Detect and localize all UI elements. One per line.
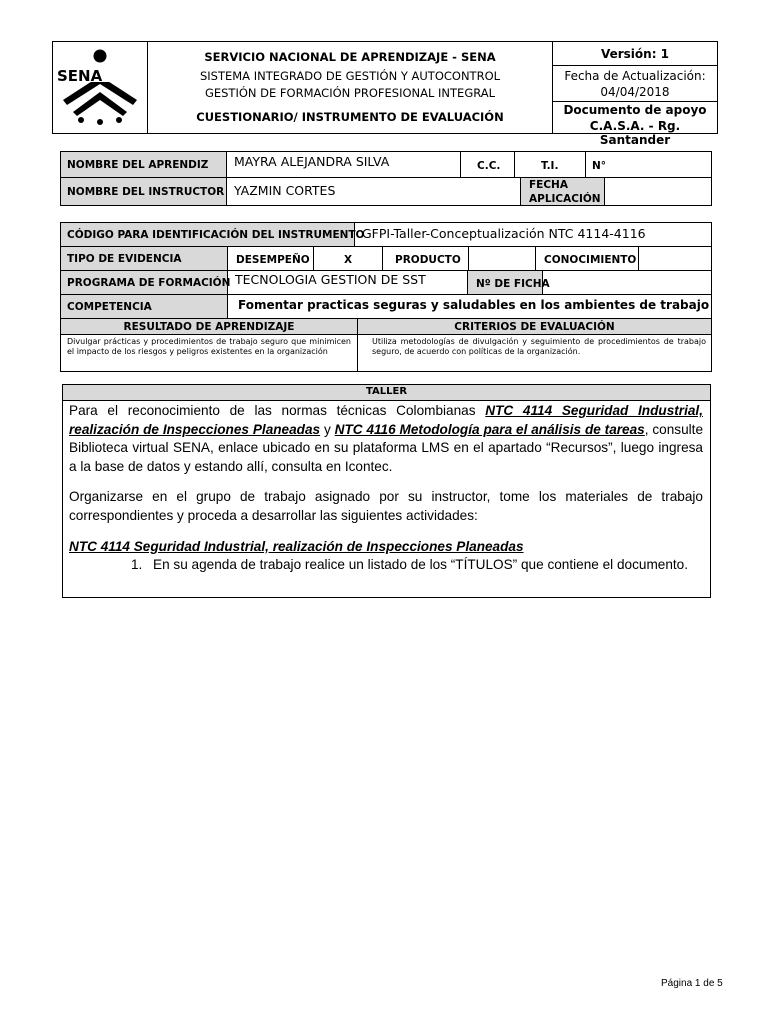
p1-text-b: y	[320, 421, 335, 437]
apprentice-value-cell	[226, 151, 461, 178]
num-cell	[585, 151, 712, 178]
list-item-number: 1.	[131, 557, 143, 573]
product-label: PRODUCTO	[395, 254, 461, 266]
date-value-cell	[604, 177, 712, 206]
ntc4116-link[interactable]: NTC 4116 Metodología para el análisis de tareas	[334, 421, 645, 437]
apprentice-label: NOMBRE DEL APRENDIZ	[67, 159, 209, 171]
num-label: N°	[592, 160, 607, 172]
version-cell	[552, 41, 718, 66]
cc-cell	[460, 151, 515, 178]
update-label: Fecha de Actualización:	[564, 69, 706, 83]
p1-text-c: , consulte Biblioteca virtual SENA, enlace ubicado en su plataforma LMS en el apartado “Recursos”, luego ingresa a la base de datos y estando allí, consulta en Icontec.	[69, 421, 704, 474]
competence-label: COMPETENCIA	[67, 301, 152, 313]
product-mark-cell	[468, 246, 536, 271]
code-value: GFPI-Taller-Conceptualización NTC 4114-4116	[362, 226, 646, 241]
system-line-2: GESTIÓN DE FORMACIÓN PROFESIONAL INTEGRAL	[204, 86, 496, 100]
instructor-label: NOMBRE DEL INSTRUCTOR	[67, 186, 225, 198]
taller-paragraph-1	[69, 402, 703, 476]
evidence-label-cell	[60, 246, 228, 271]
system-line-1: SISTEMA INTEGRADO DE GESTIÓN Y AUTOCONTROL	[199, 69, 501, 83]
program-value-cell	[227, 270, 468, 295]
instructor-value-cell	[226, 177, 521, 206]
criteria-header-cell	[357, 318, 712, 335]
instructor-value: YAZMIN CORTES	[234, 183, 336, 198]
support-line-1: Documento de apoyo	[563, 103, 707, 117]
support-line-2: C.A.S.A. - Rg. Santander	[589, 119, 681, 147]
knowledge-cell	[535, 246, 639, 271]
cc-label: C.C.	[477, 160, 501, 172]
evidence-label: TIPO DE EVIDENCIA	[67, 253, 182, 265]
knowledge-label: CONOCIMIENTO	[544, 254, 637, 266]
ti-label: T.I.	[541, 160, 559, 172]
code-label: CÓDIGO PARA IDENTIFICACIÓN DEL INSTRUMENTO	[67, 229, 365, 241]
taller-paragraph-2: Organizarse en el grupo de trabajo asignado por su instructor, tome los materiales de trabajo correspondientes y proceda a desarrollar las siguientes actividades:	[69, 489, 703, 523]
criteria-text: Utiliza metodologías de divulgación y seguimiento de procedimientos de trabajo seguro, de acuerdo con políticas de la organización.	[372, 337, 706, 356]
logo-text: SENA	[57, 67, 103, 85]
date-label-1: FECHA	[529, 179, 568, 191]
performance-mark: X	[344, 254, 353, 266]
taller-header	[63, 385, 710, 401]
ficha-value-cell	[542, 270, 712, 295]
criteria-text-cell	[357, 334, 712, 372]
instructor-label-cell	[60, 177, 227, 206]
program-label-cell	[60, 270, 231, 295]
product-cell	[382, 246, 469, 271]
outcome-text: Divulgar prácticas y procedimientos de trabajo seguro que minimicen el impacto de los riesgos y peligros existentes en la organización	[67, 337, 351, 356]
page-number: Página 1 de 5	[661, 978, 723, 989]
list-item-text: En su agenda de trabajo realice un listado de los “TÍTULOS” que contiene el documento.	[153, 557, 689, 573]
taller-box	[62, 384, 711, 598]
support-cell	[552, 101, 718, 147]
header-title-cell	[147, 41, 553, 134]
outcome-header-cell	[60, 318, 358, 335]
competence-label-cell	[60, 294, 228, 319]
taller-subtitle: NTC 4114 Seguridad Industrial, realización de Inspecciones Planeadas	[69, 538, 524, 554]
program-label: PROGRAMA DE FORMACIÓN	[67, 277, 231, 289]
update-cell	[552, 65, 718, 102]
knowledge-mark-cell	[638, 246, 712, 271]
performance-label: DESEMPEÑO	[236, 254, 310, 266]
performance-cell	[227, 246, 314, 271]
code-label-cell	[60, 222, 365, 247]
org-name: SERVICIO NACIONAL DE APRENDIZAJE - SENA	[204, 50, 496, 64]
program-value: TECNOLOGIA GESTION DE SST	[235, 272, 426, 287]
header-meta-cell	[552, 41, 718, 147]
taller-title: TALLER	[365, 386, 408, 397]
ficha-label: Nº DE FICHA	[476, 278, 550, 290]
competence-value: Fomentar practicas seguras y saludables en los ambientes de trabajo	[238, 298, 710, 312]
taller-list-item	[69, 556, 703, 575]
date-label-cell	[520, 177, 605, 206]
ntc4114-link[interactable]: NTC 4114 Seguridad Industrial, realización de Inspecciones Planeadas	[69, 403, 703, 437]
taller-body	[69, 402, 703, 575]
code-value-cell	[354, 222, 712, 247]
logo-cell	[52, 41, 148, 134]
ficha-label-cell	[467, 270, 550, 295]
apprentice-label-cell	[60, 151, 227, 178]
sena-logo	[53, 42, 147, 133]
criteria-header: CRITERIOS DE EVALUACIÓN	[454, 321, 615, 333]
outcome-text-cell	[60, 334, 358, 372]
p1-text-a: Para el reconocimiento de las normas técnicas Colombianas	[69, 403, 486, 418]
date-label-2: APLICACIÓN	[529, 193, 601, 205]
ti-cell	[514, 151, 586, 178]
apprentice-value: MAYRA ALEJANDRA SILVA	[234, 154, 390, 169]
competence-value-cell	[227, 294, 712, 319]
doc-type: CUESTIONARIO/ INSTRUMENTO DE EVALUACIÓN	[196, 110, 504, 124]
version: Versión: 1	[600, 47, 670, 61]
performance-mark-cell	[313, 246, 383, 271]
outcome-header: RESULTADO DE APRENDIZAJE	[123, 321, 295, 333]
update-date: 04/04/2018	[600, 85, 670, 99]
